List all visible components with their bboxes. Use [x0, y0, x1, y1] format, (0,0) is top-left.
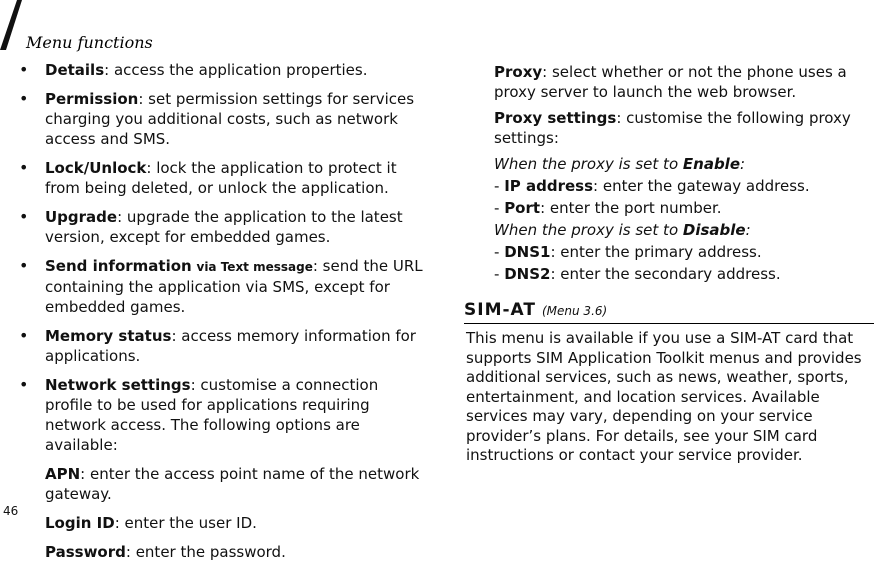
proxy-settings-paragraph: Proxy settings: customise the following proxy settings:: [494, 109, 851, 147]
network-option: APN: enter the access point name of the network gateway.: [45, 465, 420, 503]
bullet-icon: •: [19, 60, 29, 79]
proxy-paragraph: Proxy: select whether or not the phone uses a proxy server to launch the web browser.: [494, 63, 847, 101]
list-item: • Upgrade: upgrade the application to the latest version, except for embedded games.: [19, 207, 403, 246]
list-item: • Memory status: access memory information for applications.: [19, 326, 416, 365]
list-item: • Network settings: customise a connection profile to be used for applications requiring network access. The following options are available:: [19, 375, 379, 454]
list-item: • Details: access the application properties.: [19, 60, 368, 79]
bullet-icon: •: [19, 256, 29, 275]
disable-option: - DNS2: enter the secondary address.: [494, 265, 781, 283]
bullet-icon: •: [19, 375, 29, 394]
left-column: [19, 60, 424, 571]
enable-option: - Port: enter the port number.: [494, 199, 722, 217]
page-header-title: Menu functions: [26, 33, 153, 52]
bullet-icon: •: [19, 158, 29, 177]
section-menu-ref: (Menu 3.6): [541, 304, 608, 318]
list-item: • Permission: set permission settings for services charging you additional costs, such as network access and SMS.: [19, 89, 415, 148]
section-heading: [464, 300, 874, 321]
section-title: SIM-AT: [464, 300, 536, 320]
enable-option: - IP address: enter the gateway address.: [494, 177, 810, 195]
bullet-icon: •: [19, 89, 29, 108]
section-divider: [464, 323, 874, 324]
bullet-icon: •: [19, 207, 29, 226]
disable-intro: When the proxy is set to Disable:: [494, 221, 751, 239]
header-accent-bar: [0, 0, 22, 50]
list-item: • Lock/Unlock: lock the application to protect it from being deleted, or unlock the application.: [19, 158, 397, 197]
list-item: • Send information via Text message: send the URL containing the application via SMS, except for embedded games.: [19, 256, 423, 316]
page-number: 46: [3, 504, 19, 518]
right-column: [466, 62, 874, 466]
disable-option: - DNS1: enter the primary address.: [494, 243, 762, 261]
bullet-icon: •: [19, 326, 29, 345]
network-option: Password: enter the password.: [45, 543, 286, 561]
enable-intro: When the proxy is set to Enable:: [494, 155, 746, 173]
network-option: Login ID: enter the user ID.: [45, 514, 257, 532]
section-body: This menu is available if you use a SIM-AT card that supports SIM Application Toolkit menus and provides additional services, such as news, weather, sports, entertainment, and location services. Available services may vary, depending on your service provider’s plans. For details, see your SIM card instructions or contact your service provider.: [466, 329, 862, 464]
